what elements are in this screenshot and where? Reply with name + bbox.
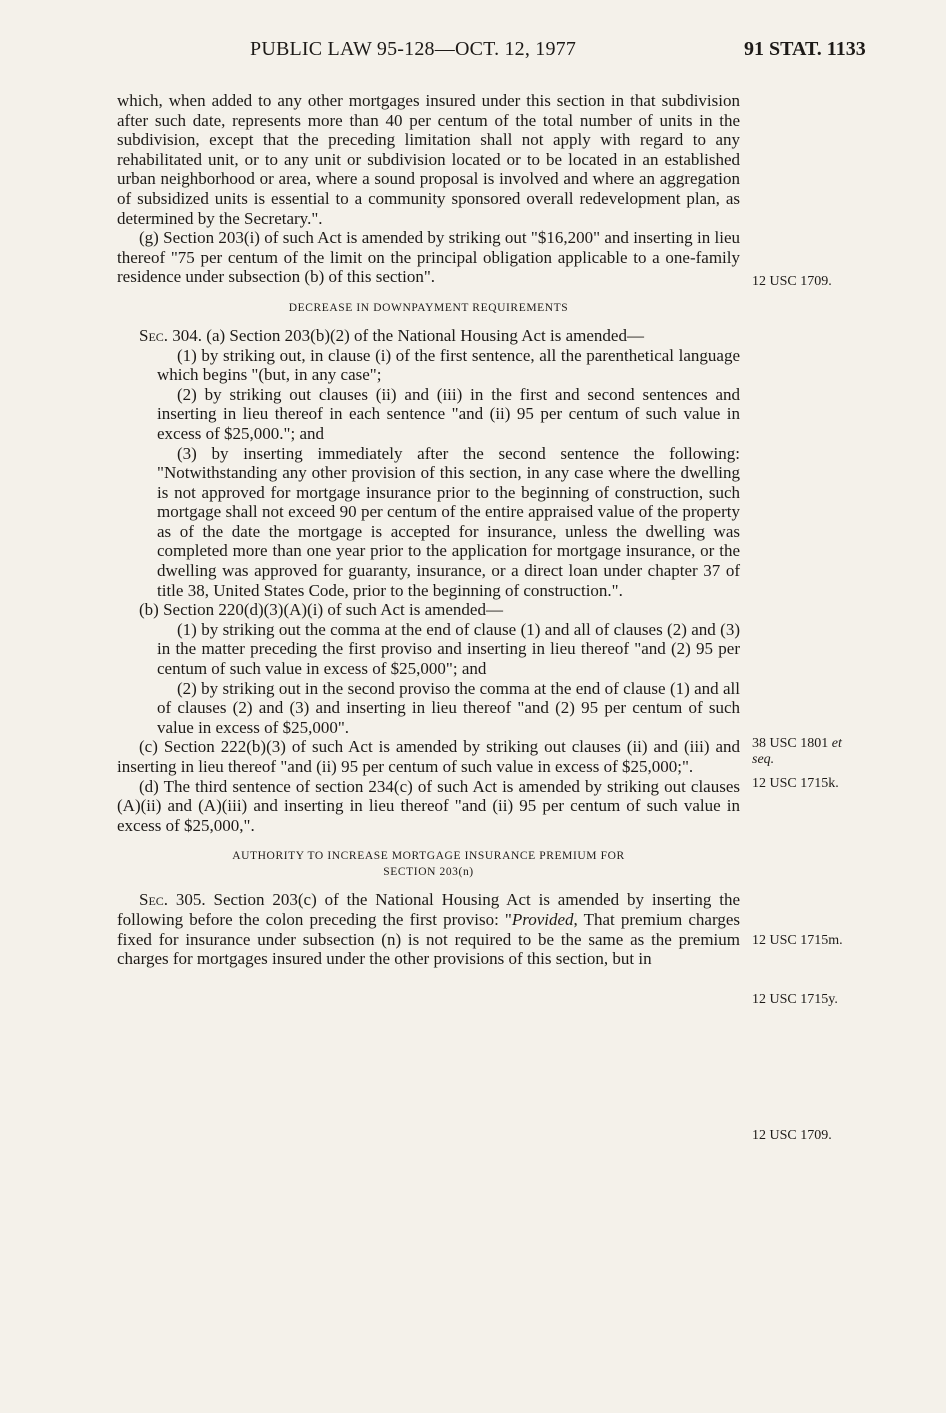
section-305-text-2: , That premium charges fixed for insurance under subsection (n) is not required to be the same as the premium charges for mortgages insured under the other provisions of this section, but in: [117, 909, 740, 969]
clause-304-a-1: (1) by striking out, in clause (i) of the first sentence, all the parenthetical language which begins "(but, in any case";: [157, 345, 740, 385]
margin-note-1709-b: 12 USC 1709.: [752, 1128, 832, 1143]
paragraph-304-c: (c) Section 222(b)(3) of such Act is amended by striking out clauses (ii) and (iii) and inserting in lieu thereof "and (ii) 95 per centum of such value in excess of $25,000;".: [117, 737, 740, 776]
paragraph-g: (g) Section 203(i) of such Act is amended by striking out "$16,200" and inserting in lieu thereof "75 per centum of the limit on the principal obligation applicable to a one-family residence under subsection (b) of this section".: [117, 228, 740, 287]
margin-note-1715y: 12 USC 1715y.: [752, 992, 838, 1007]
section-heading-premium: [117, 848, 740, 880]
section-305-text-1: Section 203(c) of the National Housing Act is amended by inserting the following before the colon preceding the first proviso: ": [117, 890, 740, 929]
section-305: [117, 890, 740, 968]
paragraph-continuation: which, when added to any other mortgages insured under this section in that subdivision after such date, represents more than 40 per centum of the total number of units in the subdivision, except that the preceding limitation shall not apply with regard to any rehabilitated unit, or to any unit or subdivision located or to be located in an established urban neighborhood or area, where a sound proposal is involved and where an aggregation of subsidized units is essential to a community sponsored overall redevelopment plan, as determined by the Secretary.".: [117, 91, 740, 228]
margin-note-38usc: [752, 736, 842, 768]
clause-304-b-2: (2) by striking out in the second proviso the comma at the end of clause (1) and all of clauses (2) and (3) and inserting in lieu thereof "and (2) 95 per centum of such value in excess of $25,000".: [157, 678, 740, 737]
margin-note-1709-a: 12 USC 1709.: [752, 274, 832, 289]
margin-note-38usc-text: 38 USC 1801: [752, 736, 829, 751]
section-heading-premium-line1: AUTHORITY TO INCREASE MORTGAGE INSURANCE PREMIUM FOR: [232, 850, 625, 863]
body-text: [117, 91, 740, 969]
margin-note-1715m: 12 USC 1715m.: [752, 933, 843, 948]
section-305-label: Sec. 305.: [139, 890, 206, 910]
paragraph-304-d: (d) The third sentence of section 234(c) of such Act is amended by striking out clauses (A)(ii) and (A)(iii) and inserting in lieu thereof "and (ii) 95 per centum of such value in excess of $25,000,".: [117, 776, 740, 835]
paragraph-304-b: (b) Section 220(d)(3)(A)(i) of such Act is amended—: [139, 600, 503, 620]
margin-note-38usc-seq: seq.: [752, 752, 775, 767]
statute-page-number: 91 STAT. 1133: [744, 38, 866, 60]
clause-304-a-3: (3) by inserting immediately after the second sentence the following: "Notwithstanding any other provision of this section, in any case where the dwelling is not approved for mortgage insurance prior to the beginning of construction, such mortgage shall not exceed 90 per centum of the entire appraised value of the property as of the date the mortgage is accepted for insurance, unless the dwelling was completed more than one year prior to the application for mortgage insurance, or the dwelling was approved for guaranty, insurance, or a direct loan under chapter 37 of title 38, United States Code, prior to the beginning of construction.".: [157, 443, 740, 600]
section-304-intro: [117, 326, 740, 346]
margin-note-38usc-et: et: [831, 736, 842, 751]
section-heading-downpayment: DECREASE IN DOWNPAYMENT REQUIREMENTS: [288, 301, 569, 314]
clause-304-b-1: (1) by striking out the comma at the end of clause (1) and all of clauses (2) and (3) in the matter preceding the first proviso and inserting in lieu thereof "and (2) 95 per centum of such value in excess of $25,000"; and: [157, 619, 740, 679]
clause-304-a-2: (2) by striking out clauses (ii) and (iii) in the first and second sentences and inserting in lieu thereof in each sentence "and (ii) 95 per centum of such value in excess of $25,000."; and: [157, 384, 740, 443]
section-heading-premium-line2: SECTION 203(n): [383, 866, 474, 879]
section-304-text: (a) Section 203(b)(2) of the National Housing Act is amended—: [202, 325, 644, 345]
section-305-provided: Provided: [511, 909, 574, 929]
running-header-title: PUBLIC LAW 95-128—OCT. 12, 1977: [250, 38, 577, 60]
section-304-label: Sec. 304.: [139, 325, 203, 345]
margin-note-1715k: 12 USC 1715k.: [752, 776, 839, 791]
